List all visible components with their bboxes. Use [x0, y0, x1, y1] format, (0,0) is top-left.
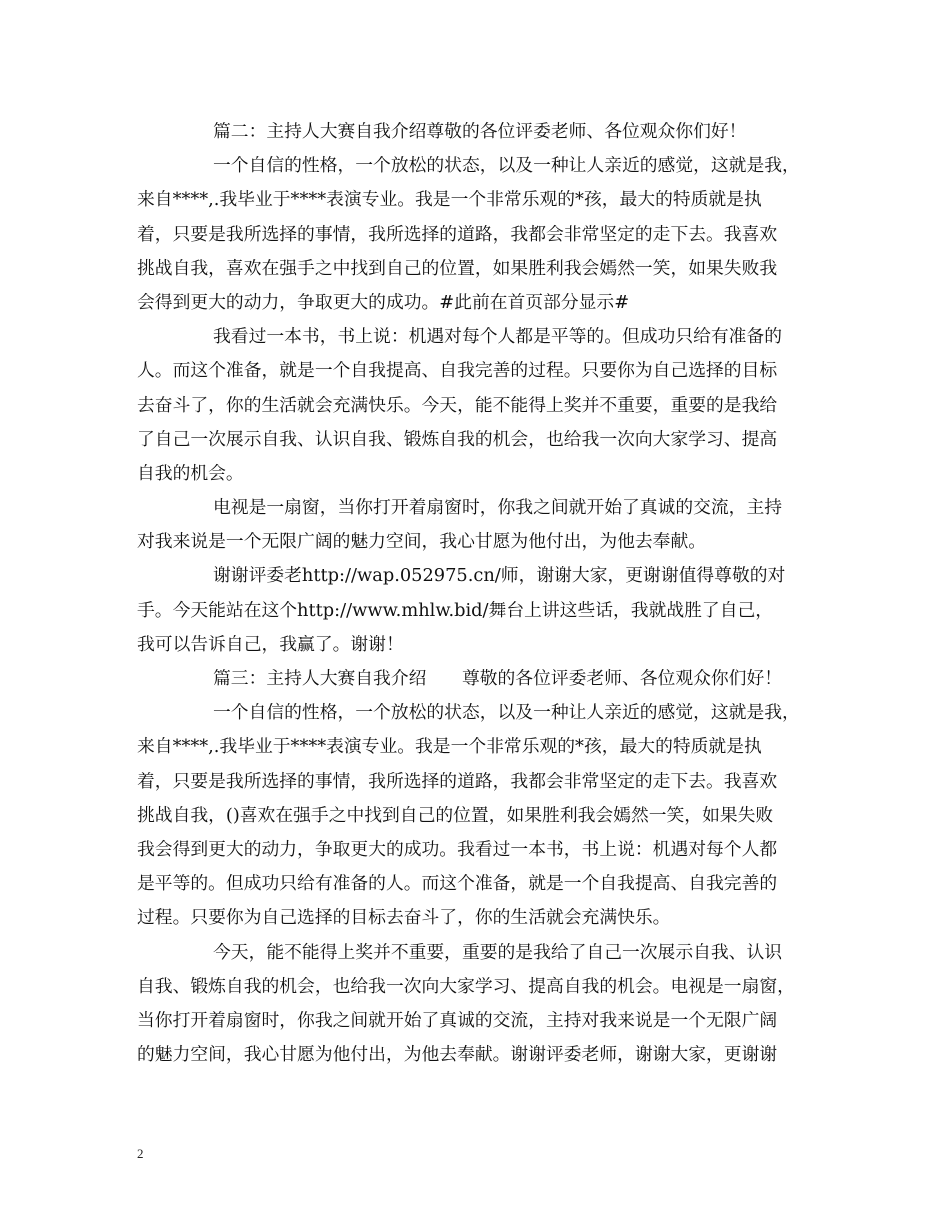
- text-line: 电视是一扇窗，当你打开着扇窗时，你我之间就开始了真诚的交流，主持: [213, 497, 783, 519]
- text-line: 了自己一次展示自我、认识自我、锻炼自我的机会，也给我一次向大家学习、提高: [137, 428, 778, 450]
- text-line: 一个自信的性格，一个放松的状态，以及一种让人亲近的感觉，这就是我，: [213, 702, 800, 724]
- text-line: 会得到更大的动力，争取更大的成功。#此前在首页部分显示#: [137, 291, 630, 313]
- text-line: 今天，能不能得上奖并不重要，重要的是我给了自己一次展示自我、认识: [213, 941, 783, 963]
- text-line: 挑战自我，喜欢在强手之中找到自己的位置，如果胜利我会嫣然一笑，如果失败我: [137, 257, 778, 279]
- page-number: 2: [137, 1146, 144, 1161]
- text-line: 人。而这个准备，就是一个自我提高、自我完善的过程。只要你为自己选择的目标: [137, 360, 778, 382]
- text-line: 自我、锻炼自我的机会，也给我一次向大家学习、提高自我的机会。电视是一扇窗，: [137, 975, 795, 997]
- text-line: 去奋斗了，你的生活就会充满快乐。今天，能不能得上奖并不重要，重要的是我给: [137, 394, 778, 416]
- text-line: 着，只要是我所选择的事情，我所选择的道路，我都会非常坚定的走下去。我喜欢: [137, 770, 778, 792]
- text-line: 过程。只要你为自己选择的目标去奋斗了，你的生活就会充满快乐。: [137, 907, 671, 929]
- text-line: 来自****,.我毕业于****表演专业。我是一个非常乐观的*孩，最大的特质就是执: [137, 736, 762, 758]
- text-line: 着，只要是我所选择的事情，我所选择的道路，我都会非常坚定的走下去。我喜欢: [137, 223, 778, 245]
- text-line: 的魅力空间，我心甘愿为他付出，为他去奉献。谢谢评委老师，谢谢大家，更谢谢: [137, 1044, 778, 1066]
- text-line: 当你打开着扇窗时，你我之间就开始了真诚的交流，主持对我来说是一个无限广阔: [137, 1009, 778, 1031]
- text-line: 我会得到更大的动力，争取更大的成功。我看过一本书，书上说：机遇对每个人都: [137, 838, 778, 860]
- text-line: 篇三：主持人大赛自我介绍 尊敬的各位评委老师、各位观众你们好！: [213, 668, 783, 689]
- text-line: 对我来说是一个无限广阔的魅力空间，我心甘愿为他付出，为他去奉献。: [137, 531, 707, 553]
- text-line: 篇二：主持人大赛自我介绍尊敬的各位评委老师、各位观众你们好！: [213, 121, 747, 142]
- text-line: 谢谢评委老http://wap.052975.cn/师，谢谢大家，更谢谢值得尊敬的对: [213, 565, 786, 587]
- text-line: 来自****,.我毕业于****表演专业。我是一个非常乐观的*孩，最大的特质就是执: [137, 189, 762, 211]
- text-line: 我看过一本书，书上说：机遇对每个人都是平等的。但成功只给有准备的: [213, 326, 783, 348]
- text-line: 自我的机会。: [137, 462, 244, 484]
- text-line: 挑战自我，()喜欢在强手之中找到自己的位置，如果胜利我会嫣然一笑，如果失败: [137, 804, 774, 826]
- text-line: 我可以告诉自己，我赢了。谢谢！: [137, 633, 404, 655]
- text-line: 是平等的。但成功只给有准备的人。而这个准备，就是一个自我提高、自我完善的: [137, 873, 778, 895]
- text-line: 手。今天能站在这个http://www.mhlw.bid/舞台上讲这些话，我就战胜了自己，: [137, 599, 774, 621]
- text-line: 一个自信的性格，一个放松的状态，以及一种让人亲近的感觉，这就是我，: [213, 155, 800, 177]
- document-body: [137, 115, 827, 1072]
